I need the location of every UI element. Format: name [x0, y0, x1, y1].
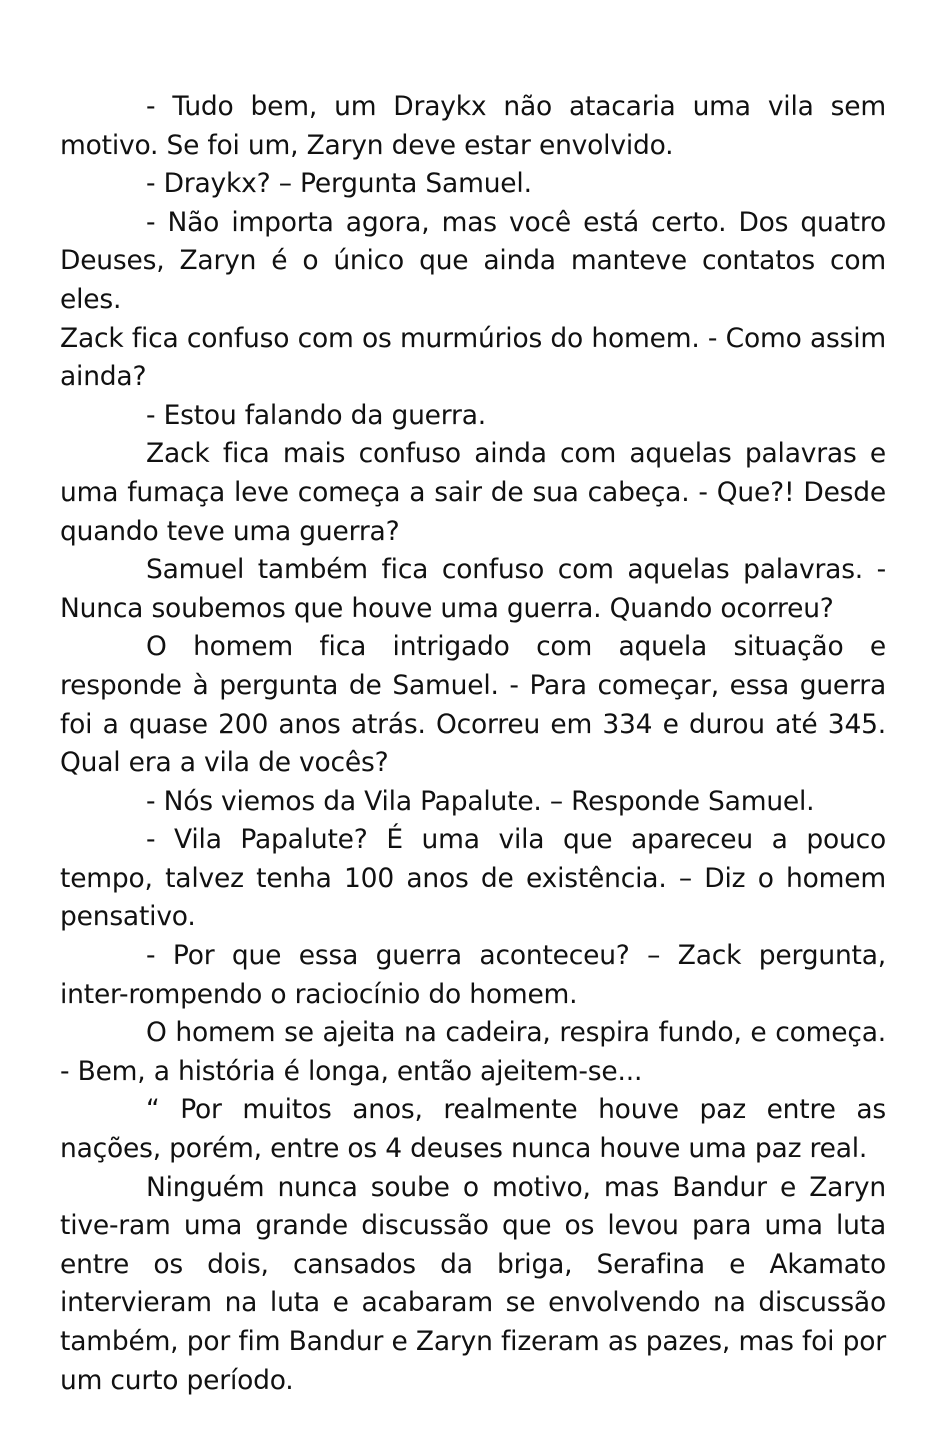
paragraph: - Nós viemos da Vila Papalute. – Responde Samuel.: [146, 785, 815, 817]
paragraph: “ Por muitos anos, realmente houve paz entre as nações, porém, entre os 4 deuses nunca houve uma paz real.: [60, 1094, 886, 1165]
paragraph: - Por que essa guerra aconteceu? – Zack pergunta, inter-rompendo o raciocínio do homem.: [60, 940, 886, 1010]
paragraph: - Estou falando da guerra.: [146, 399, 486, 431]
paragraph: Zack fica mais confuso ainda com aquelas palavras e uma fumaça leve começa a sair de sua cabeça. - Que?! Desde quando teve uma guerra?: [60, 438, 886, 547]
paragraph: Samuel também fica confuso com aquelas palavras. - Nunca soubemos que houve uma guerra. Quando ocorreu?: [60, 554, 886, 624]
paragraph: - Vila Papalute? É uma vila que apareceu a pouco tempo, talvez tenha 100 anos de existência. – Diz o homem pensativo.: [60, 824, 886, 933]
paragraph: O homem fica intrigado com aquela situação e responde à pergunta de Samuel. - Para começar, essa guerra foi a quase 200 anos atrás. Ocorreu em 334 e durou até 345. Qual era a vila de vocês?: [60, 631, 886, 779]
paragraph: - Draykx? – Pergunta Samuel.: [146, 168, 532, 200]
paragraph: O homem se ajeita na cadeira, respira fundo, e começa. - Bem, a história é longa, então ajeitem-se...: [60, 1017, 886, 1087]
paragraph: - Não importa agora, mas você está certo. Dos quatro Deuses, Zaryn é o único que ainda manteve contatos com eles.: [60, 206, 886, 315]
paragraph: - Tudo bem, um Draykx não atacaria uma vila sem motivo. Se foi um, Zaryn deve estar envolvido.: [60, 91, 886, 161]
paragraph: Ninguém nunca soube o motivo, mas Bandur e Zaryn tive-ram uma grande discussão que os levou para uma luta entre os dois, cansados da briga, Serafina e Akamato intervieram na luta e acabaram se envolvendo na discussão também, por fim Bandur e Zaryn fizeram as pazes, mas foi por um curto período.: [60, 1171, 886, 1396]
paragraph: Zack fica confuso com os murmúrios do homem. - Como assim ainda?: [60, 322, 886, 393]
book-page: [60, 88, 886, 1400]
